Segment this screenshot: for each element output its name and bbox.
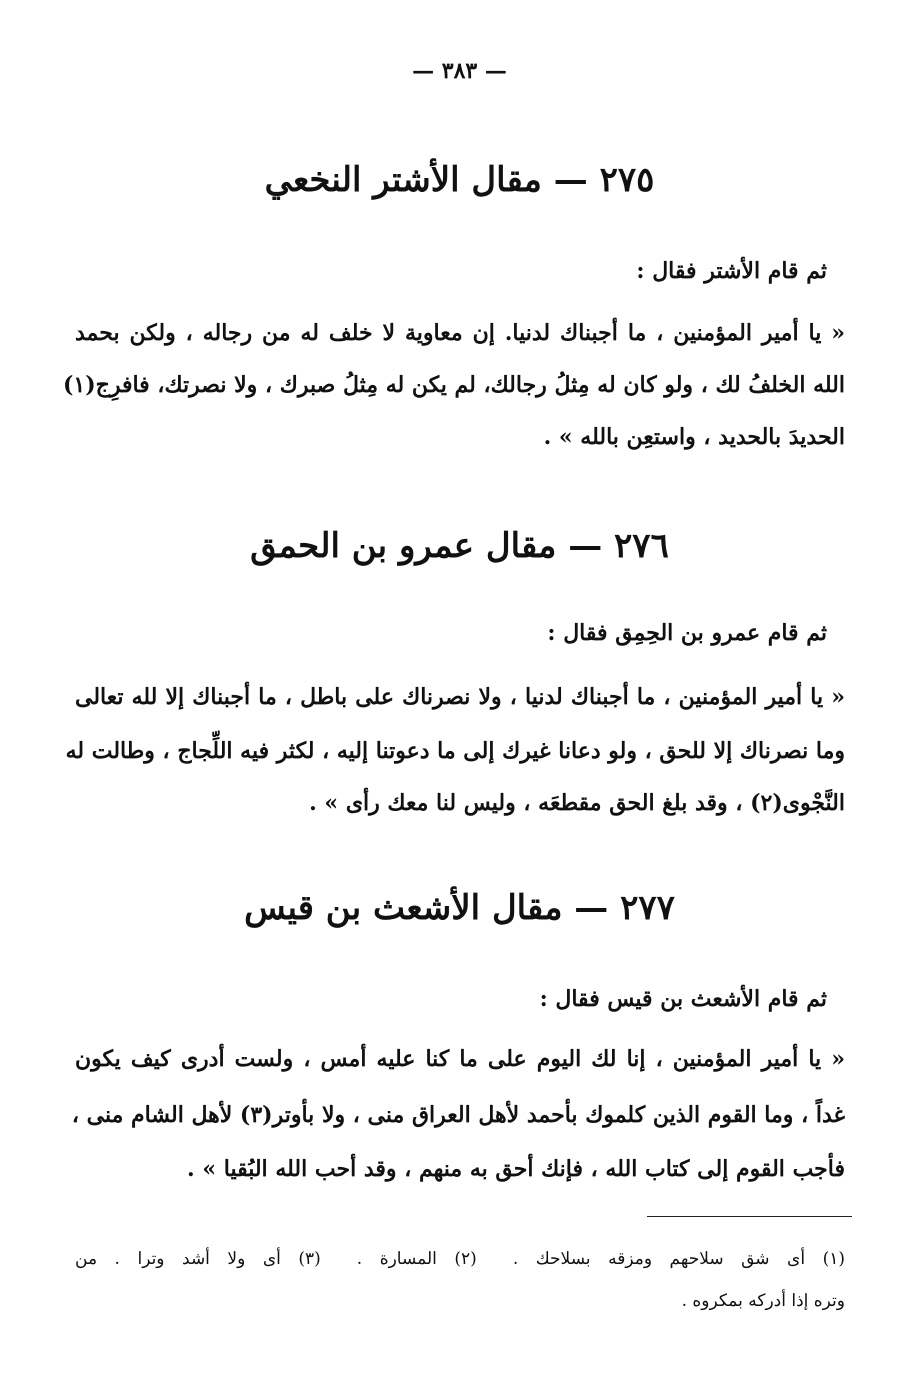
footnote-divider xyxy=(647,1216,852,1217)
section-title-275: ٢٧٥ — مقال الأشتر النخعي xyxy=(264,160,655,200)
paragraph-line: الحديدَ بالحديد ، واستعِن بالله » . xyxy=(543,424,845,450)
section-intro-276: ثم قام عمرو بن الحِمِق فقال : xyxy=(547,620,827,646)
section-intro-277: ثم قام الأشعث بن قيس فقال : xyxy=(539,986,827,1012)
footnotes-line xyxy=(75,1249,845,1269)
section-title-277: ٢٧٧ — مقال الأشعث بن قيس xyxy=(244,888,675,928)
paragraph-line: « يا أمير المؤمنين ، ما أجبناك لدنيا ، ولا نصرناك على باطل ، ما أجبناك إلا لله تعالى xyxy=(75,684,845,710)
footnote-continuation: وتره إذا أدركه بمكروه . xyxy=(681,1291,845,1311)
paragraph-line: « يا أمير المؤمنين ، ما أجبناك لدنيا. إن معاوية لا خلف له من رجاله ، ولكن بحمد xyxy=(75,320,845,346)
footnote-2: (٢) المسارة . xyxy=(356,1249,477,1269)
footnote-1: (١) أى شق سلاحهم ومزقه بسلاحك . xyxy=(512,1249,845,1269)
section-intro-275: ثم قام الأشتر فقال : xyxy=(636,258,827,284)
paragraph-line: « يا أمير المؤمنين ، إنا لك اليوم على ما كنا عليه أمس ، ولست أدرى كيف يكون xyxy=(75,1046,845,1072)
paragraph-line: غداً ، وما القوم الذين كلموك بأحمد لأهل العراق منى ، ولا بأوتر(٣) لأهل الشام منى ، xyxy=(71,1102,845,1128)
paragraph-line: وما نصرناك إلا للحق ، ولو دعانا غيرك إلى ما دعوتنا إليه ، لكثر فيه اللِّجاج ، وطالت له xyxy=(65,738,845,764)
paragraph-line: فأجب القوم إلى كتاب الله ، فإنك أحق به منهم ، وقد أحب الله البُقيا » . xyxy=(187,1156,845,1182)
paragraph-line: الله الخلفُ لك ، ولو كان له مِثلُ رجالك، لم يكن له مِثلُ صبرك ، ولا نصرتك، فافرِج(١) xyxy=(62,372,845,398)
footnote-3: (٣) أى ولا أشد وترا . من xyxy=(75,1249,321,1269)
page-number: — ٣٨٣ — xyxy=(412,58,507,84)
section-title-276: ٢٧٦ — مقال عمرو بن الحمق xyxy=(250,526,669,566)
paragraph-line: النَّجْوى(٢) ، وقد بلغ الحق مقطعَه ، وليس لنا معك رأى » . xyxy=(309,790,845,816)
